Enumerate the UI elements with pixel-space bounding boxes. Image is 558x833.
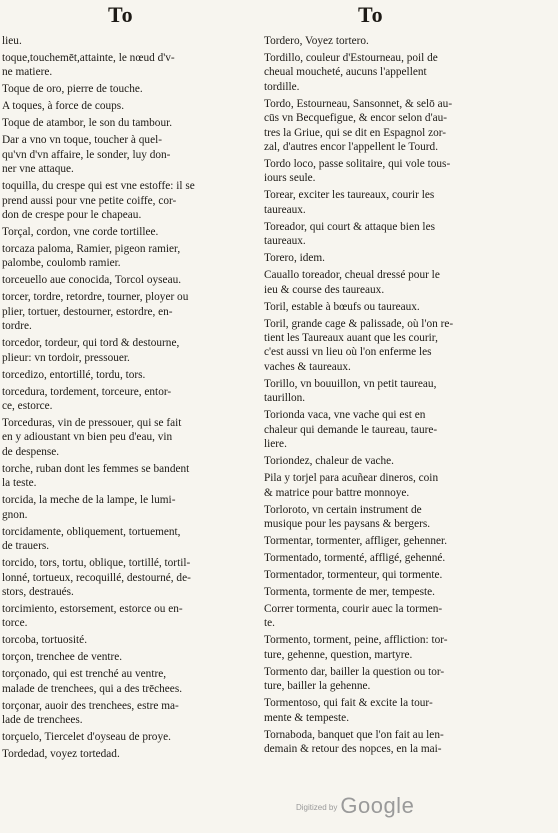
entry-line: Toque de oro, pierre de touche.: [2, 83, 143, 96]
dictionary-entry: [264, 97, 554, 155]
entry-line: tordille.: [264, 80, 300, 93]
dictionary-entry: [264, 408, 554, 451]
entry-line: tres la Griue, qui se dit en Espagnol zor-: [264, 126, 447, 139]
entry-line: taurillon.: [264, 392, 306, 405]
entry-line: ieu & course des taureaux.: [264, 283, 385, 296]
entry-line: Tormentado, tormenté, affligé, gehenné.: [264, 551, 446, 564]
entry-line: torcoba, tortuosité.: [2, 634, 88, 647]
entry-line: torçuelo, Tiercelet d'oyseau de proye.: [2, 731, 171, 744]
entry-line: Torear, exciter les taureaux, courir les: [264, 189, 435, 202]
entry-line: ce, estorce.: [2, 400, 53, 413]
entry-line: gnon.: [2, 508, 28, 521]
dictionary-entry: [2, 385, 268, 414]
entry-line: torcidamente, obliquement, tortuement,: [2, 525, 181, 538]
entry-line: chaleur qui demande le taureau, taure-: [264, 423, 438, 436]
dictionary-entry: [2, 116, 268, 130]
dictionary-entry: [264, 728, 554, 757]
entry-line: de trauers.: [2, 540, 50, 553]
entry-line: taureaux.: [264, 235, 306, 248]
dictionary-entry: [2, 493, 268, 522]
dictionary-entry: [2, 273, 268, 287]
entry-line: Pila y torjel para acuñear dineros, coin: [264, 472, 439, 485]
entry-line: Torçal, cordon, vne corde tortillee.: [2, 226, 159, 239]
dictionary-entry: [2, 242, 268, 271]
entry-line: torcimiento, estorsement, estorce ou en-: [2, 602, 183, 615]
entry-line: stors, destraués.: [2, 585, 74, 598]
dictionary-entry: [264, 534, 554, 548]
dictionary-entry: [264, 268, 554, 297]
entry-line: Toriondez, chaleur de vache.: [264, 455, 394, 468]
entry-line: Torionda vaca, vne vache qui est en: [264, 409, 426, 422]
dictionary-entry: [264, 454, 554, 468]
entry-line: Tormento dar, bailler la question ou tor-: [264, 665, 445, 678]
entry-line: Tormentador, tormenteur, qui tormente.: [264, 568, 443, 581]
dictionary-entry: [2, 556, 268, 599]
entry-line: tordre.: [2, 320, 32, 333]
entry-line: iours seule.: [264, 172, 316, 185]
entry-line: plier, tortuer, destourner, estordre, en-: [2, 305, 173, 318]
entry-line: qu'vn d'vn affaire, le sonder, luy don-: [2, 148, 171, 161]
dictionary-entry: [264, 251, 554, 265]
dictionary-entry: [264, 665, 554, 694]
entry-line: Tormentar, tormenter, affliger, gehenner.: [264, 534, 448, 547]
dictionary-entry: [2, 633, 268, 647]
left-column: [2, 34, 268, 764]
entry-line: Dar a vno vn toque, toucher à quel-: [2, 134, 162, 147]
entry-line: c'est aussi vn lieu où l'on enferme les: [264, 346, 432, 359]
entry-line: Toril, grande cage & palissade, où l'on re-: [264, 317, 454, 330]
entry-line: lonné, tortueux, recoquillé, destourné, de-: [2, 571, 191, 584]
dictionary-entry: [264, 51, 554, 94]
entry-line: de despense.: [2, 445, 60, 458]
digitized-watermark: [296, 793, 414, 819]
dictionary-entry: [2, 336, 268, 365]
entry-line: palombe, coulomb ramier.: [2, 257, 121, 270]
entry-line: torçonar, auoir des trenchees, estre ma-: [2, 699, 179, 712]
entry-line: ne matiere.: [2, 66, 53, 79]
dictionary-entry: [264, 317, 554, 375]
dictionary-entry: [2, 462, 268, 491]
dictionary-entry: [2, 179, 268, 222]
dictionary-entry: [264, 602, 554, 631]
dictionary-entry: [2, 730, 268, 744]
entry-line: Toque de atambor, le son du tambour.: [2, 117, 173, 130]
entry-line: vaches & taureaux.: [264, 360, 351, 373]
dictionary-entry: [264, 585, 554, 599]
entry-line: Tormenta, tormente de mer, tempeste.: [264, 585, 435, 598]
entry-line: en y adioustant vn bien peu d'eau, vin: [2, 431, 173, 444]
entry-line: te.: [264, 617, 275, 630]
right-column: [264, 34, 554, 759]
entry-line: & matrice pour battre monnoye.: [264, 486, 410, 499]
dictionary-entry: [264, 377, 554, 406]
dictionary-entry: [2, 34, 268, 48]
entry-line: torce.: [2, 617, 28, 630]
entry-line: torcida, la meche de la lampe, le lumi-: [2, 494, 176, 507]
dictionary-entry: [2, 650, 268, 664]
entry-line: taureaux.: [264, 203, 306, 216]
dictionary-entry: [264, 503, 554, 532]
entry-line: toquilla, du crespe qui est vne estoffe: il se: [2, 180, 195, 193]
digitized-label: Digitized by: [296, 803, 338, 812]
entry-line: torçonado, qui est trenché au ventre,: [2, 668, 167, 681]
entry-line: lade de trenchees.: [2, 714, 83, 727]
entry-line: Torillo, vn bouuillon, vn petit taureau,: [264, 377, 437, 390]
dictionary-entry: [2, 747, 268, 761]
google-logo: Google: [340, 793, 415, 818]
entry-line: torceuello aue conocida, Torcol oyseau.: [2, 274, 182, 287]
entry-line: torche, ruban dont les femmes se bandent: [2, 462, 190, 475]
dictionary-entry: [264, 188, 554, 217]
entry-line: torcedor, tordeur, qui tord & destourne,: [2, 337, 180, 350]
entry-line: lieu.: [2, 35, 22, 47]
entry-line: ture, bailler la gehenne.: [264, 680, 371, 693]
entry-line: cūs vn Becquefigue, & encor selon d'au-: [264, 112, 448, 125]
entry-line: Correr tormenta, courir auec la tormen-: [264, 602, 443, 615]
entry-line: torcer, tordre, retordre, tourner, ployer ou: [2, 291, 189, 304]
entry-line: torcaza paloma, Ramier, pigeon ramier,: [2, 243, 181, 256]
dictionary-entry: [264, 220, 554, 249]
dictionary-entry: [2, 699, 268, 728]
entry-line: don de crespe pour le chapeau.: [2, 209, 142, 222]
entry-line: torçon, trenchee de ventre.: [2, 651, 123, 664]
entry-line: tient les Taureaux auant que les courir,: [264, 332, 438, 345]
dictionary-entry: [2, 51, 268, 80]
dictionary-entry: [264, 34, 554, 48]
dictionary-entry: [2, 133, 268, 176]
dictionary-entry: [2, 602, 268, 631]
entry-line: zal, d'autres encor l'appellent le Tourd.: [264, 141, 439, 154]
entry-line: Toreador, qui court & attaque bien les: [264, 220, 435, 233]
entry-line: malade de trenchees, qui a des trēchees.: [2, 682, 183, 695]
dictionary-entry: [264, 551, 554, 565]
dictionary-entry: [264, 633, 554, 662]
dictionary-entry: [264, 568, 554, 582]
entry-line: musique pour les paysans & bergers.: [264, 517, 431, 530]
entry-line: Tordo, Estourneau, Sansonnet, & selō au-: [264, 97, 453, 110]
entry-line: liere.: [264, 438, 287, 451]
entry-line: Cauallo toreador, cheual dressé pour le: [264, 269, 440, 282]
entry-line: Torero, idem.: [264, 252, 326, 265]
entry-line: Tordero, Voyez tortero.: [264, 35, 369, 47]
right-running-head: To: [358, 2, 384, 27]
entry-line: la teste.: [2, 477, 37, 490]
entry-line: demain & retour des nopces, en la mai-: [264, 742, 442, 755]
entry-line: Tordo loco, passe solitaire, qui vole tous-: [264, 158, 451, 171]
dictionary-entry: [264, 157, 554, 186]
dictionary-entry: [264, 471, 554, 500]
dictionary-entry: [2, 368, 268, 382]
dictionary-entry: [2, 525, 268, 554]
entry-line: Toril, estable à bœufs ou taureaux.: [264, 300, 420, 313]
entry-line: cheual moucheté, aucuns l'appellent: [264, 66, 427, 79]
entry-line: torcido, tors, tortu, oblique, tortillé, tortil-: [2, 557, 191, 570]
entry-line: plieur: vn tordoir, pressouer.: [2, 351, 130, 364]
dictionary-entry: [2, 416, 268, 459]
dictionary-entry: [2, 225, 268, 239]
entry-line: A toques, à force de coups.: [2, 100, 125, 113]
entry-line: torcedura, tordement, torceure, entor-: [2, 385, 172, 398]
dictionary-entry: [2, 99, 268, 113]
dictionary-entry: [2, 82, 268, 96]
dictionary-entry: [2, 290, 268, 333]
entry-line: Tormentoso, qui fait & excite la tour-: [264, 697, 433, 710]
entry-line: ture, gehenne, question, martyre.: [264, 648, 413, 661]
entry-line: ner vne attaque.: [2, 163, 74, 176]
entry-line: Tormento, torment, peine, affliction: tor-: [264, 634, 448, 647]
entry-line: prend aussi pour vne petite coiffe, cor-: [2, 194, 177, 207]
entry-line: Torloroto, vn certain instrument de: [264, 503, 422, 516]
dictionary-entry: [2, 667, 268, 696]
entry-line: Tornaboda, banquet que l'on fait au len-: [264, 728, 444, 741]
entry-line: torcedizo, entortillé, tordu, tors.: [2, 368, 146, 381]
left-running-head: To: [108, 2, 134, 27]
entry-line: Torceduras, vin de pressouer, qui se fait: [2, 417, 182, 430]
entry-line: Tordedad, voyez tortedad.: [2, 748, 120, 761]
dictionary-entry: [264, 300, 554, 314]
dictionary-entry: [264, 696, 554, 725]
entry-line: toque,touchemēt,attainte, le nœud d'v-: [2, 52, 175, 64]
entry-line: mente & tempeste.: [264, 711, 350, 724]
entry-line: Tordillo, couleur d'Estourneau, poil de: [264, 52, 438, 64]
